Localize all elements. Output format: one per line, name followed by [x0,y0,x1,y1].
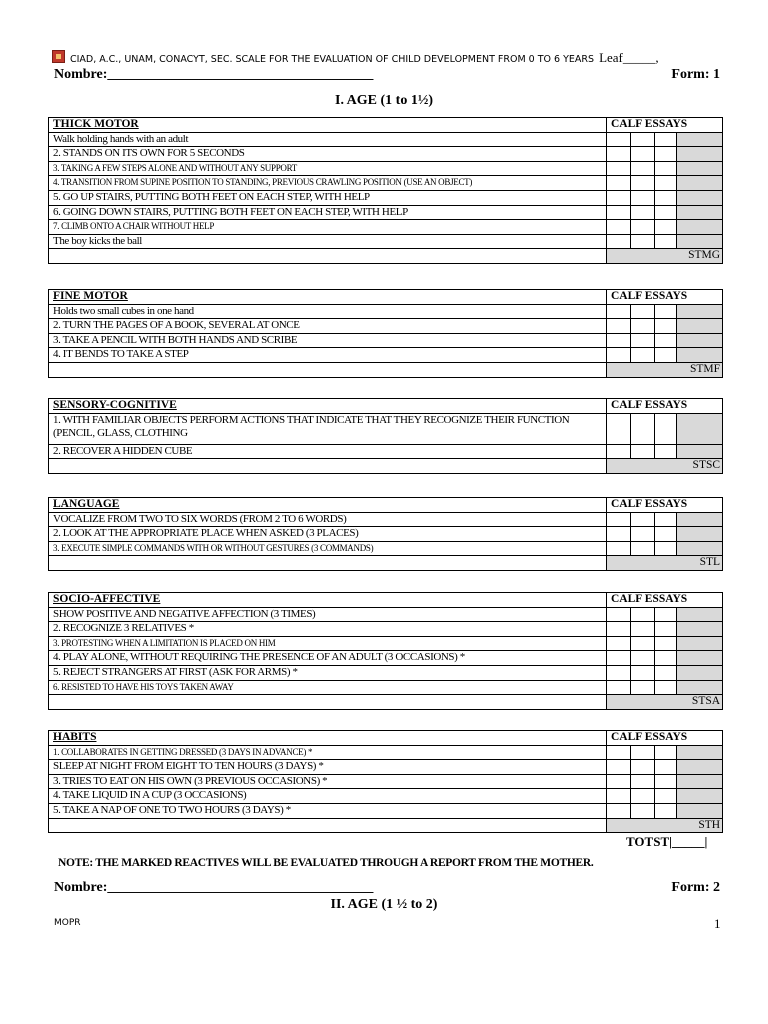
score-cell[interactable] [607,651,631,666]
score-total-cell[interactable] [677,541,723,556]
score-cell[interactable] [631,161,655,176]
table-row [49,622,723,637]
form2-name-row [54,880,720,896]
score-cell[interactable] [631,413,655,444]
table-row [49,789,723,804]
leaf-field: Leaf_____, [599,50,659,65]
score-cell[interactable] [655,789,677,804]
score-cell[interactable] [607,161,631,176]
score-cell[interactable] [655,803,677,818]
table-row [49,607,723,622]
score-total-cell[interactable] [677,651,723,666]
item-text: 1. WITH FAMILIAR OBJECTS PERFORM ACTIONS THAT INDICATE THAT THEY RECOGNIZE THEIR FUNCTION (PENCIL, GLASS, CLOTHING [49,413,607,444]
table-row [49,348,723,363]
item-text: 2. STANDS ON ITS OWN FOR 5 SECONDS [49,147,607,162]
section-title: LANGUAGE [49,498,607,513]
table-row [49,774,723,789]
total-row-blank [49,818,607,833]
score-total-cell[interactable] [677,304,723,319]
grand-total: TOTST|_____| [626,834,708,849]
score-cell[interactable] [607,220,631,235]
item-text: 1. COLLABORATES IN GETTING DRESSED (3 DAYS IN ADVANCE) * [49,745,607,760]
score-total-cell[interactable] [677,622,723,637]
score-cell[interactable] [607,745,631,760]
table-row [49,205,723,220]
score-cell[interactable] [655,234,677,249]
item-text: 5. REJECT STRANGERS AT FIRST (ASK FOR ARMS) * [49,665,607,680]
score-cell[interactable] [655,636,677,651]
table-row [49,319,723,334]
score-cell[interactable] [655,333,677,348]
item-text: 4. IT BENDS TO TAKE A STEP [49,348,607,363]
score-header: CALF ESSAYS [607,593,723,608]
score-cell[interactable] [607,234,631,249]
table-row [49,444,723,459]
form2-name-label: Nombre:______________________________________ [54,880,374,895]
score-cell[interactable] [607,348,631,363]
total-row-blank [49,249,607,264]
item-text: 3. TAKE A PENCIL WITH BOTH HANDS AND SCRIBE [49,333,607,348]
item-text: 3. PROTESTING WHEN A LIMITATION IS PLACED ON HIM [49,636,607,651]
section-total-label: STMF [607,362,723,377]
item-text: SHOW POSITIVE AND NEGATIVE AFFECTION (3 TIMES) [49,607,607,622]
score-cell[interactable] [655,622,677,637]
section-title: FINE MOTOR [49,290,607,305]
score-cell[interactable] [655,348,677,363]
footer-code: MOPR [54,918,81,928]
score-cell[interactable] [655,161,677,176]
section-total-row [49,249,723,264]
score-cell[interactable] [607,622,631,637]
score-cell[interactable] [655,132,677,147]
table-row [49,760,723,775]
table-row [49,333,723,348]
score-total-cell[interactable] [677,636,723,651]
item-text: 5. GO UP STAIRS, PUTTING BOTH FEET ON EACH STEP, WITH HELP [49,190,607,205]
item-text: 2. LOOK AT THE APPROPRIATE PLACE WHEN ASKED (3 PLACES) [49,527,607,542]
item-text: 2. RECOVER A HIDDEN CUBE [49,444,607,459]
score-cell[interactable] [607,444,631,459]
score-total-cell[interactable] [677,803,723,818]
score-cell[interactable] [631,220,655,235]
table-row [49,304,723,319]
table-row [49,234,723,249]
item-text: 2. RECOGNIZE 3 RELATIVES * [49,622,607,637]
score-cell[interactable] [607,190,631,205]
table-row [49,636,723,651]
form1-name-row [54,67,720,83]
form1-name-label: Nombre:______________________________________ [54,67,374,82]
score-total-cell[interactable] [677,774,723,789]
table-row [49,665,723,680]
item-text: 4. PLAY ALONE, WITHOUT REQUIRING THE PRESENCE OF AN ADULT (3 OCCASIONS) * [49,651,607,666]
score-header: CALF ESSAYS [607,498,723,513]
score-cell[interactable] [631,651,655,666]
section-table [48,289,723,378]
score-cell[interactable] [631,304,655,319]
institution-line: CIAD, A.C., UNAM, CONACYT, SEC. SCALE FOR THE EVALUATION OF CHILD DEVELOPMENT FROM 0 TO 6 YEARS [70,54,595,65]
section-total-row [49,556,723,571]
score-cell[interactable] [655,147,677,162]
score-header: CALF ESSAYS [607,290,723,305]
score-total-cell[interactable] [677,147,723,162]
score-cell[interactable] [607,803,631,818]
score-total-cell[interactable] [677,527,723,542]
score-cell[interactable] [655,304,677,319]
score-total-cell[interactable] [677,789,723,804]
item-text: SLEEP AT NIGHT FROM EIGHT TO TEN HOURS (3 DAYS) * [49,760,607,775]
score-total-cell[interactable] [677,607,723,622]
score-total-cell[interactable] [677,512,723,527]
section-title: THICK MOTOR [49,118,607,133]
score-cell[interactable] [631,333,655,348]
item-text: 3. TAKING A FEW STEPS ALONE AND WITHOUT ANY SUPPORT [49,161,607,176]
score-cell[interactable] [631,319,655,334]
score-total-cell[interactable] [677,319,723,334]
section-title: SENSORY-COGNITIVE [49,399,607,414]
score-cell[interactable] [607,176,631,191]
section-table [48,398,723,474]
section-total-label: STL [607,556,723,571]
section-total-label: STMG [607,249,723,264]
score-cell[interactable] [655,541,677,556]
form2-age-title: II. AGE (1 ½ to 2) [330,897,438,912]
section-table [48,592,723,710]
table-row [49,413,723,444]
section-table [48,117,723,264]
score-total-cell[interactable] [677,176,723,191]
form1-form-label: Form: 1 [671,67,720,82]
score-cell[interactable] [655,413,677,444]
table-row [49,220,723,235]
total-row-blank [49,556,607,571]
score-total-cell[interactable] [677,161,723,176]
score-cell[interactable] [655,607,677,622]
note: NOTE: THE MARKED REACTIVES WILL BE EVALUATED THROUGH A REPORT FROM THE MOTHER. [58,857,594,869]
table-row [49,147,723,162]
score-cell[interactable] [607,319,631,334]
section-total-label: STH [607,818,723,833]
score-cell[interactable] [631,745,655,760]
score-cell[interactable] [655,760,677,775]
score-total-cell[interactable] [677,348,723,363]
score-cell[interactable] [607,304,631,319]
score-cell[interactable] [607,636,631,651]
score-total-cell[interactable] [677,680,723,695]
score-cell[interactable] [631,132,655,147]
score-total-cell[interactable] [677,444,723,459]
table-row [49,190,723,205]
score-cell[interactable] [607,333,631,348]
form2-form-label: Form: 2 [671,880,720,895]
score-cell[interactable] [607,760,631,775]
score-cell[interactable] [655,220,677,235]
section-total-row [49,362,723,377]
score-cell[interactable] [655,444,677,459]
table-row [49,176,723,191]
score-cell[interactable] [631,541,655,556]
score-cell[interactable] [655,205,677,220]
document-header [52,50,722,66]
score-cell[interactable] [631,147,655,162]
table-row [49,541,723,556]
page-number: 1 [714,916,721,931]
table-row [49,161,723,176]
item-text: The boy kicks the ball [49,234,607,249]
score-cell[interactable] [655,774,677,789]
item-text: 4. TRANSITION FROM SUPINE POSITION TO STANDING, PREVIOUS CRAWLING POSITION (USE AN OBJECT) [49,176,607,191]
section-table [48,730,723,833]
score-cell[interactable] [607,413,631,444]
score-total-cell[interactable] [677,132,723,147]
score-cell[interactable] [631,636,655,651]
total-row-blank [49,459,607,474]
score-total-cell[interactable] [677,665,723,680]
section-title: SOCIO-AFFECTIVE [49,593,607,608]
score-cell[interactable] [607,680,631,695]
score-cell[interactable] [631,234,655,249]
section-total-label: STSA [607,695,723,710]
score-cell[interactable] [655,680,677,695]
score-total-cell[interactable] [677,413,723,444]
score-cell[interactable] [631,348,655,363]
item-text: 4. TAKE LIQUID IN A CUP (3 OCCASIONS) [49,789,607,804]
score-cell[interactable] [631,665,655,680]
section-total-row [49,818,723,833]
score-cell[interactable] [607,789,631,804]
table-row [49,527,723,542]
table-row [49,651,723,666]
score-total-cell[interactable] [677,234,723,249]
table-row [49,132,723,147]
score-cell[interactable] [655,512,677,527]
institution-logo-icon [52,50,65,63]
total-row-blank [49,362,607,377]
score-cell[interactable] [631,205,655,220]
score-cell[interactable] [631,680,655,695]
item-text: Holds two small cubes in one hand [49,304,607,319]
section-total-row [49,459,723,474]
section-total-row [49,695,723,710]
score-total-cell[interactable] [677,220,723,235]
score-cell[interactable] [607,205,631,220]
item-text: VOCALIZE FROM TWO TO SIX WORDS (FROM 2 TO 6 WORDS) [49,512,607,527]
score-cell[interactable] [655,665,677,680]
table-row [49,512,723,527]
score-total-cell[interactable] [677,205,723,220]
form1-age-title: I. AGE (1 to 1½) [335,93,433,108]
score-cell[interactable] [607,512,631,527]
score-cell[interactable] [655,190,677,205]
score-cell[interactable] [631,622,655,637]
item-text: 7. CLIMB ONTO A CHAIR WITHOUT HELP [49,220,607,235]
score-cell[interactable] [607,665,631,680]
score-cell[interactable] [655,176,677,191]
item-text: 3. TRIES TO EAT ON HIS OWN (3 PREVIOUS OCCASIONS) * [49,774,607,789]
score-total-cell[interactable] [677,745,723,760]
item-text: 5. TAKE A NAP OF ONE TO TWO HOURS (3 DAYS) * [49,803,607,818]
score-total-cell[interactable] [677,333,723,348]
score-cell[interactable] [631,774,655,789]
score-total-cell[interactable] [677,190,723,205]
score-header: CALF ESSAYS [607,399,723,414]
score-cell[interactable] [631,789,655,804]
score-cell[interactable] [607,774,631,789]
score-total-cell[interactable] [677,760,723,775]
score-cell[interactable] [655,319,677,334]
item-text: 2. TURN THE PAGES OF A BOOK, SEVERAL AT ONCE [49,319,607,334]
score-cell[interactable] [655,651,677,666]
score-cell[interactable] [655,745,677,760]
score-cell[interactable] [631,527,655,542]
item-text: 6. RESISTED TO HAVE HIS TOYS TAKEN AWAY [49,680,607,695]
section-title: HABITS [49,731,607,746]
item-text: 6. GOING DOWN STAIRS, PUTTING BOTH FEET ON EACH STEP, WITH HELP [49,205,607,220]
score-cell[interactable] [607,607,631,622]
item-text: Walk holding hands with an adult [49,132,607,147]
score-cell[interactable] [631,190,655,205]
table-row [49,680,723,695]
score-cell[interactable] [607,147,631,162]
score-header: CALF ESSAYS [607,731,723,746]
score-cell[interactable] [631,803,655,818]
score-cell[interactable] [655,527,677,542]
score-cell[interactable] [631,176,655,191]
score-header: CALF ESSAYS [607,118,723,133]
total-row-blank [49,695,607,710]
score-cell[interactable] [631,760,655,775]
score-cell[interactable] [607,132,631,147]
score-cell[interactable] [607,541,631,556]
score-cell[interactable] [607,527,631,542]
item-text: 3. EXECUTE SIMPLE COMMANDS WITH OR WITHOUT GESTURES (3 COMMANDS) [49,541,607,556]
table-row [49,803,723,818]
section-table [48,497,723,571]
score-cell[interactable] [631,512,655,527]
table-row [49,745,723,760]
section-total-label: STSC [607,459,723,474]
score-cell[interactable] [631,607,655,622]
score-cell[interactable] [631,444,655,459]
